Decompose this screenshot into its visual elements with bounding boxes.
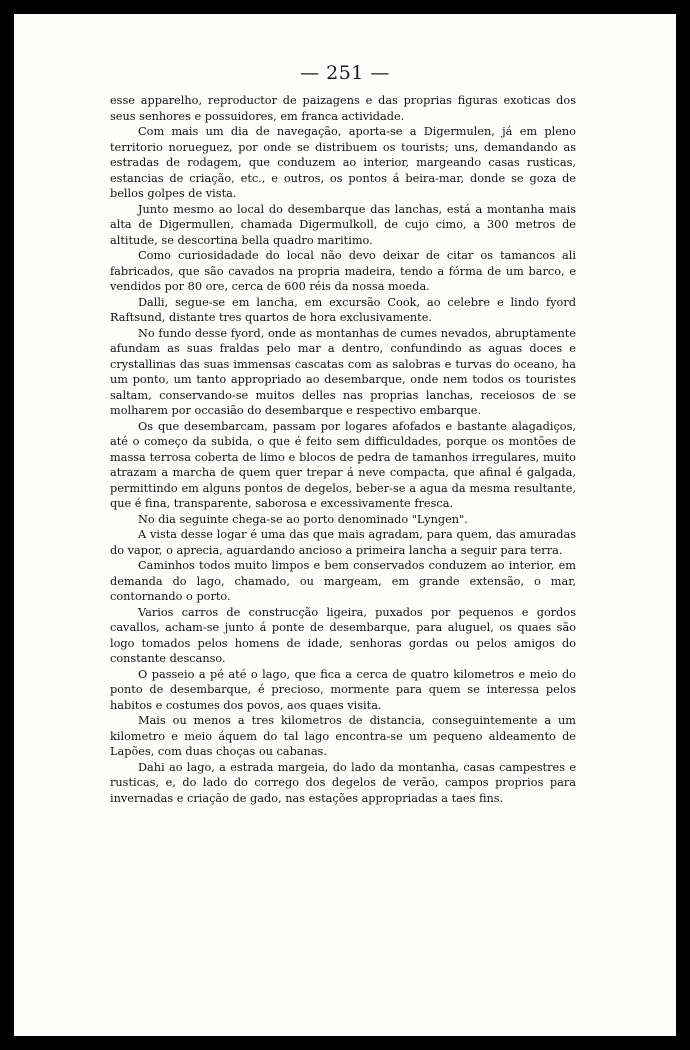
paragraph-9: A vista desse logar é uma das que mais agradam, para quem, das amuradas do vapor, o aprecia, aguardando ancioso a primeira lancha a seguir para terra.	[110, 528, 576, 557]
paragraph-1: esse apparelho, reproductor de paizagens e das proprias figuras exoticas dos seus senhores e possuidores, em franca actividade.	[110, 94, 576, 123]
paragraph-8: No dia seguinte chega-se ao porto denominado "Lyngen".	[138, 512, 468, 526]
document-page	[14, 14, 676, 1036]
paragraph-4: Como curiosidadade do local não devo deixar de citar os tamancos ali fabricados, que são cavados na propria madeira, tendo a fórma de um barco, e vendidos por 80 ore, cerca de 600 réis da nossa moeda.	[110, 249, 576, 293]
text-body	[110, 93, 576, 806]
paragraph-2: Com mais um dia de navegação, aporta-se a Digermulen, já em pleno territorio norueguez, por onde se distribuem os tourists; uns, demandando as estradas de rodagem, que conduzem ao interior, margeando casas rusticas, estancias de criação, etc., e outros, os pontos á beira-mar, donde se goza de bellos golpes de vista.	[110, 125, 576, 200]
page-number: — 251 —	[300, 62, 390, 84]
paragraph-3: Junto mesmo ao local do desembarque das lanchas, está a montanha mais alta de Digermullen, chamada Digermulkoll, de cujo cimo, a 300 metros de altitude, se descortina bella quadro maritimo.	[110, 202, 576, 247]
paragraph-11: Varios carros de construcção ligeira, puxados por pequenos e gordos cavallos, acham-se junto á ponte de desembarque, para aluguel, os quaes são logo tomados pelos homens de idade, senhoras gordas ou pelos amigos do constante descanso.	[110, 605, 576, 665]
paragraph-13: Mais ou menos a tres kilometros de distancia, conseguintemente a um kilometro e meio áquem do tal lago encontra-se um pequeno aldeamento de Lapões, com duas choças ou cabanas.	[110, 714, 576, 758]
paragraph-7: Os que desembarcam, passam por logares afofados e bastante alagadiços, até o começo da subida, o que é feito sem difficuldades, porque os montões de massa terrosa coberta de limo e blocos de pedra de tamanhos irregulares, muito atrazam a marcha de quem quer trepar á neve compacta, que afinal é galgada, permittindo em alguns pontos de degelos, beber-se a agua da mesma resultante, que é fina, transparente, saborosa e excessivamente fresca.	[110, 419, 576, 510]
paragraph-10: Caminhos todos muito limpos e bem conservados conduzem ao interior, em demanda do lago, chamado, ou margeam, em grande extensão, o mar, contornando o porto.	[110, 559, 576, 603]
paragraph-6: No fundo desse fyord, onde as montanhas de cumes nevados, abruptamente afundam as suas fraldas pelo mar a dentro, confundindo as aguas doces e crystallinas das suas immensas cascatas com as salobras e turvas do oceano, ha um ponto, um tanto appropriado ao desembarque, onde nem todos os touristes saltam, conservando-se muitos delles nas proprias lanchas, receiosos de se molharem por occasião do desembarque e respectivo embarque.	[110, 326, 576, 417]
paragraph-5: Dalli, segue-se em lancha, em excursão Cook, ao celebre e lindo fyord Raftsund, distante tres quartos de hora exclusivamente.	[110, 295, 576, 324]
paragraph-14: Dahi ao lago, a estrada margeia, do lado da montanha, casas campestres e rusticas, e, do lado do corrego dos degelos de verão, campos proprios para invernadas e criação de gado, nas estações appropriadas a taes fins.	[110, 760, 576, 805]
paragraph-12: O passeio a pé até o lago, que fica a cerca de quatro kilometros e meio do ponto de desembarque, é precioso, mormente para quem se interessa pelos habitos e costumes dos povos, aos quaes visita.	[110, 667, 576, 712]
